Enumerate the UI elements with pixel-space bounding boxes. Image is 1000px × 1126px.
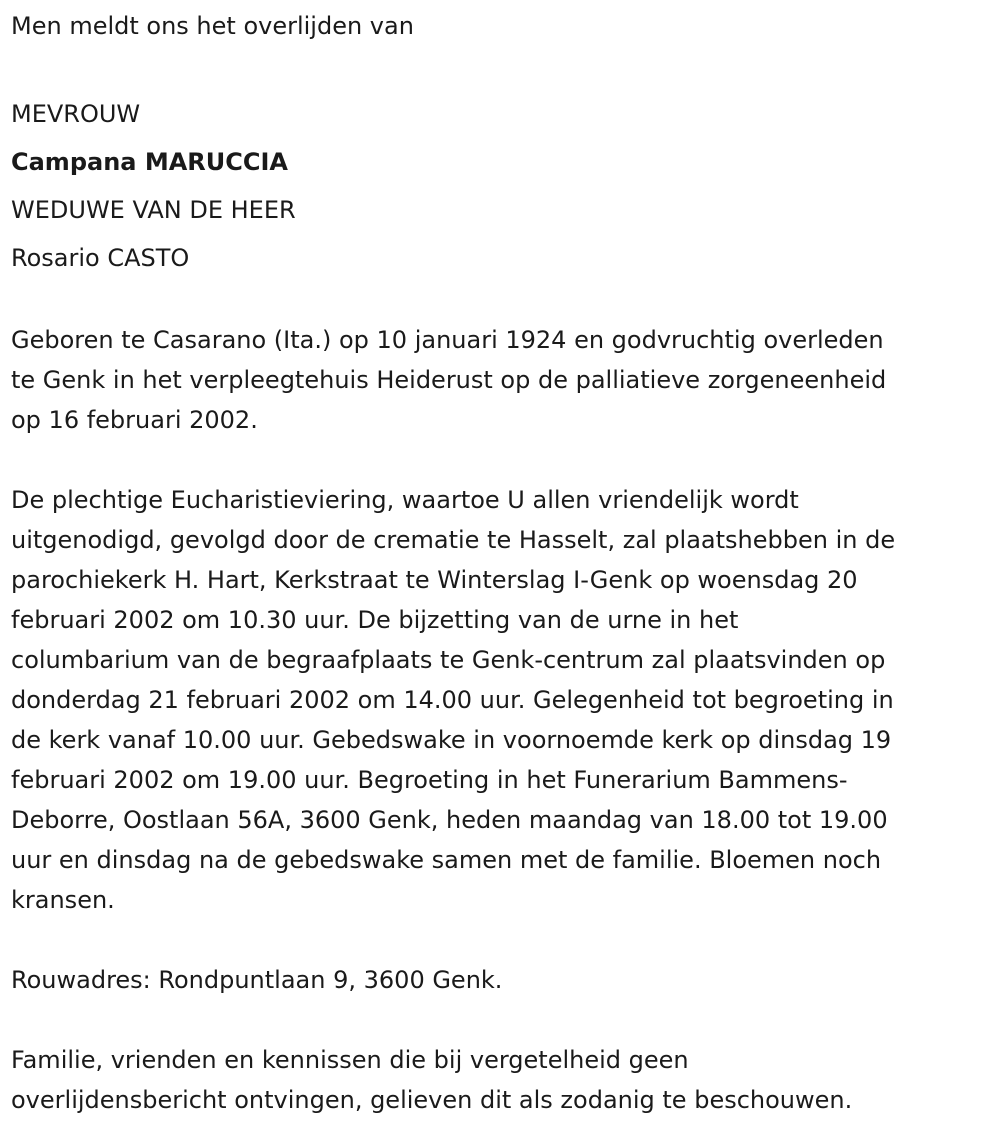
ceremony-line: uur en dinsdag na de gebedswake samen met de familie. Bloemen noch [11,846,882,874]
spacer [11,46,990,86]
widow-line: WEDUWE VAN DE HEER [11,196,296,224]
ceremony-line: februari 2002 om 19.00 uur. Begroeting in het Funerarium Bammens- [11,766,848,794]
spacer [11,920,990,960]
ceremony-line: De plechtige Eucharistieviering, waartoe U allen vriendelijk wordt [11,486,799,514]
ceremony-line: februari 2002 om 10.30 uur. De bijzetting van de urne in het [11,606,739,634]
birth-paragraph [11,320,990,440]
ceremony-line: donderdag 21 februari 2002 om 14.00 uur. Gelegenheid tot begroeting in [11,686,894,714]
ceremony-line: parochiekerk H. Hart, Kerkstraat te Winterslag I-Genk op woensdag 20 [11,566,858,594]
spacer [11,1000,990,1040]
ceremony-line: columbarium van de begraafplaats te Genk-centrum zal plaatsvinden op [11,646,886,674]
title-text: MEVROUW [11,100,141,128]
closing-line: Familie, vrienden en kennissen die bij vergetelheid geen [11,1046,689,1074]
ceremony-line: uitgenodigd, gevolgd door de crematie te Hasselt, zal plaatshebben in de [11,526,896,554]
spouse-name: Rosario CASTO [11,244,190,272]
ceremony-line: Deborre, Oostlaan 56A, 3600 Genk, heden maandag van 18.00 tot 19.00 [11,806,888,834]
closing-paragraph [11,1040,990,1120]
closing-line: overlijdensbericht ontvingen, gelieven dit als zodanig te beschouwen. [11,1086,853,1114]
birth-line: te Genk in het verpleegtehuis Heiderust op de palliatieve zorgeneenheid [11,366,887,394]
ceremony-line: kransen. [11,886,115,914]
intro-text: Men meldt ons het overlijden van [11,12,414,40]
mourning-address: Rouwadres: Rondpuntlaan 9, 3600 Genk. [11,966,503,994]
birth-line: op 16 februari 2002. [11,406,258,434]
birth-line: Geboren te Casarano (Ita.) op 10 januari 1924 en godvruchtig overleden [11,326,884,354]
ceremony-paragraph [11,480,990,920]
spacer [11,278,990,320]
deceased-name: Campana MARUCCIA [11,148,288,176]
ceremony-line: de kerk vanaf 10.00 uur. Gebedswake in voornoemde kerk op dinsdag 19 [11,726,892,754]
spacer [11,440,990,480]
